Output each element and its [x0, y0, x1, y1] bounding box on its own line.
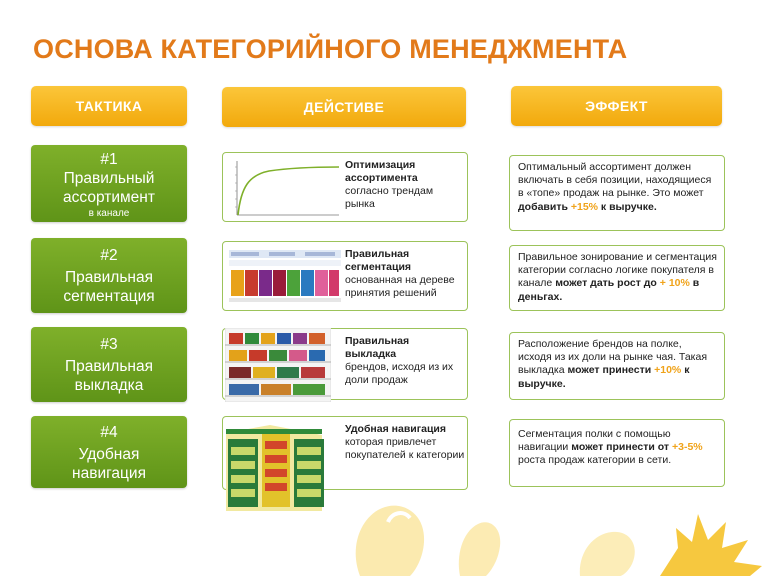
tactic-note: в канале — [88, 208, 130, 219]
tactic-line: Правильная — [65, 358, 153, 375]
effect-emphasis: в деньгах. — [518, 277, 700, 303]
effect-text — [518, 161, 718, 214]
action-description: основанная на дереве принятия решений — [345, 274, 455, 299]
action-description: брендов, исходя из их доли продаж — [345, 361, 454, 386]
action-card-2 — [222, 241, 468, 311]
tactic-number: #1 — [100, 151, 118, 168]
tactic-card-2 — [31, 238, 187, 313]
tactic-line: Удобная — [78, 446, 140, 463]
action-title: выкладка — [345, 348, 397, 360]
effect-percent: +10% — [654, 364, 682, 377]
effect-card-2 — [509, 245, 725, 311]
tactic-line: сегментация — [63, 288, 155, 305]
assortment-curve-image — [229, 157, 341, 219]
action-text — [345, 335, 465, 387]
effect-emphasis: может принести — [567, 364, 652, 377]
effect-emphasis: к выручке. — [600, 200, 657, 213]
action-description: согласно трендам рынка — [345, 185, 434, 210]
tactic-line: Правильная — [65, 269, 153, 286]
effect-description: Сегментация полки с помощью навигации — [518, 428, 671, 454]
page-title: ОСНОВА КАТЕГОРИЙНОГО МЕНЕДЖМЕНТА — [33, 34, 628, 64]
effect-emphasis: добавить — [518, 200, 568, 213]
action-title: Правильная — [345, 248, 410, 260]
header-action: ДЕЙСТИВЕ — [222, 87, 466, 127]
effect-description: Расположение брендов на полке, исходя из их доли на рынке чая. Такая выкладка — [518, 338, 708, 377]
action-title: Удобная навигация — [345, 423, 447, 435]
effect-percent: +15% — [570, 200, 598, 213]
segmentation-tree-image — [229, 246, 341, 306]
navigation-shelf-image — [222, 419, 334, 511]
action-title: ассортимента — [345, 172, 418, 184]
shelf-layout-image — [225, 328, 331, 402]
action-title: Оптимизация — [345, 159, 416, 171]
effect-percent: + 10% — [659, 277, 690, 290]
effect-emphasis: к выручке. — [518, 364, 690, 390]
header-effect: ЭФФЕКТ — [511, 86, 722, 126]
tactic-card-1 — [31, 145, 187, 222]
action-card-1 — [222, 152, 468, 222]
effect-description: роста продаж категории в сети. — [518, 454, 672, 467]
tactic-line: ассортимент — [63, 189, 155, 206]
action-title: Правильная — [345, 335, 410, 347]
action-title: сегментация — [345, 261, 412, 273]
effect-card-1 — [509, 155, 725, 231]
decorative-sun-shapes — [330, 470, 768, 576]
effect-description: Оптимальный ассортимент должен включать в себя позиции, находящиеся в «топе» продаж на рынке. Это может — [518, 161, 712, 200]
action-text — [345, 423, 465, 462]
tactic-line: Правильный — [63, 170, 155, 187]
action-description: которая привлечет покупателей к категории — [345, 436, 465, 461]
action-text — [345, 159, 465, 211]
tactic-number: #3 — [100, 336, 118, 353]
effect-emphasis: может дать рост до — [555, 277, 657, 290]
tactic-line: навигация — [72, 465, 146, 482]
effect-text — [518, 338, 718, 391]
tactic-number: #2 — [100, 247, 118, 264]
action-card-3 — [222, 328, 468, 400]
effect-description: Правильное зонирование и сегментация категории согласно логике покупателя в канале — [518, 251, 717, 290]
header-tactic: ТАКТИКА — [31, 86, 187, 126]
effect-percent: +3-5% — [671, 441, 703, 454]
effect-text — [518, 251, 718, 304]
tactic-card-3 — [31, 327, 187, 402]
effect-emphasis: может принести от — [571, 441, 670, 454]
effect-card-3 — [509, 332, 725, 400]
action-text — [345, 248, 465, 300]
tactic-line: выкладка — [74, 377, 144, 394]
tactic-number: #4 — [100, 424, 118, 441]
tactic-card-4 — [31, 416, 187, 488]
effect-text — [518, 428, 718, 468]
